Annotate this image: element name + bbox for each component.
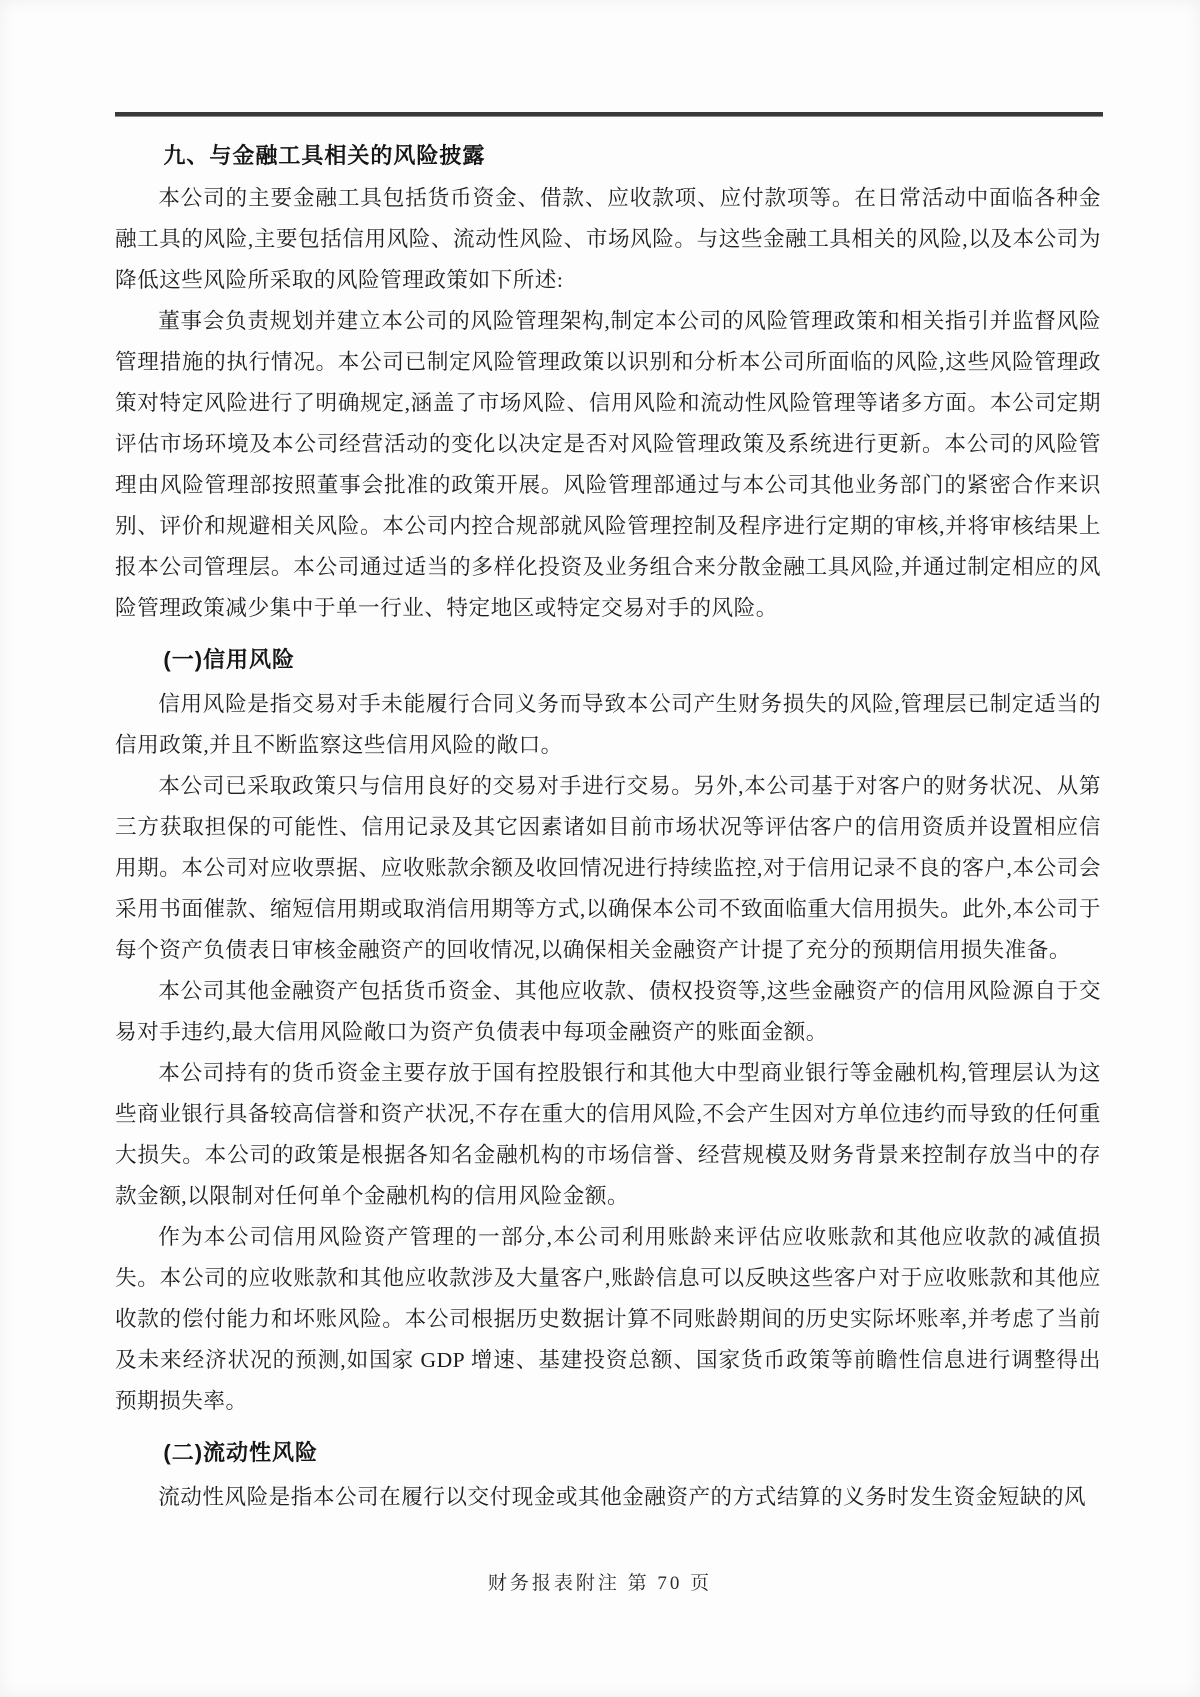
intro-paragraph: 本公司的主要金融工具包括货币资金、借款、应收款项、应付款项等。在日常活动中面临各种金融工具的风险,主要包括信用风险、流动性风险、市场风险。与这些金融工具相关的风险,以及本公司为降低这些风险所采取的风险管理政策如下所述: xyxy=(115,186,1101,292)
subsection-title-credit-risk: (一)信用风险 xyxy=(163,647,296,672)
credit-risk-paragraph: 信用风险是指交易对手未能履行合同义务而导致本公司产生财务损失的风险,管理层已制定适当的信用政策,并且不断监察这些信用风险的敞口。 xyxy=(115,692,1101,757)
header-divider xyxy=(115,112,1103,117)
section-title-financial-instrument-risk: 九、与金融工具相关的风险披露 xyxy=(163,143,486,168)
page-footer-number: 财务报表附注 第 70 页 xyxy=(487,1573,713,1594)
credit-risk-paragraph: 本公司已采取政策只与信用良好的交易对手进行交易。另外,本公司基于对客户的财务状况、从第三方获取担保的可能性、信用记录及其它因素诸如目前市场状况等评估客户的信用资质并设置相应信用期。本公司对应收票据、应收账款余额及收回情况进行持续监控,对于信用记录不良的客户,本公司会采用书面催款、缩短信用期或取消信用期等方式,以确保本公司不致面临重大信用损失。此外,本公司于每个资产负债表日审核金融资产的回收情况,以确保相关金融资产计提了充分的预期信用损失准备。 xyxy=(115,774,1101,962)
document-body xyxy=(115,129,1101,1518)
credit-risk-paragraph: 作为本公司信用风险资产管理的一部分,本公司利用账龄来评估应收账款和其他应收款的减值损失。本公司的应收账款和其他应收款涉及大量客户,账龄信息可以反映这些客户对于应收账款和其他应收款的偿付能力和坏账风险。本公司根据历史数据计算不同账龄期间的历史实际坏账率,并考虑了当前及未来经济状况的预测,如国家 GDP 增速、基建投资总额、国家货币政策等前瞻性信息进行调整得出预期损失率。 xyxy=(115,1225,1101,1413)
intro-paragraph: 董事会负责规划并建立本公司的风险管理架构,制定本公司的风险管理政策和相关指引并监督风险管理措施的执行情况。本公司已制定风险管理政策以识别和分析本公司所面临的风险,这些风险管理政策对特定风险进行了明确规定,涵盖了市场风险、信用风险和流动性风险管理等诸多方面。本公司定期评估市场环境及本公司经营活动的变化以决定是否对风险管理政策及系统进行更新。本公司的风险管理由风险管理部按照董事会批准的政策开展。风险管理部通过与本公司其他业务部门的紧密合作来识别、评价和规避相关风险。本公司内控合规部就风险管理控制及程序进行定期的审核,并将审核结果上报本公司管理层。本公司通过适当的多样化投资及业务组合来分散金融工具风险,并通过制定相应的风险管理政策减少集中于单一行业、特定地区或特定交易对手的风险。 xyxy=(115,309,1101,620)
subsection-title-liquidity-risk: (二)流动性风险 xyxy=(163,1440,319,1465)
credit-risk-paragraph: 本公司其他金融资产包括货币资金、其他应收款、债权投资等,这些金融资产的信用风险源自于交易对手违约,最大信用风险敞口为资产负债表中每项金融资产的账面金额。 xyxy=(115,979,1101,1044)
liquidity-risk-paragraph: 流动性风险是指本公司在履行以交付现金或其他金融资产的方式结算的义务时发生资金短缺的风 xyxy=(158,1485,1087,1509)
credit-risk-paragraph: 本公司持有的货币资金主要存放于国有控股银行和其他大中型商业银行等金融机构,管理层认为这些商业银行具备较高信誉和资产状况,不存在重大的信用风险,不会产生因对方单位违约而导致的任何重大损失。本公司的政策是根据各知名金融机构的市场信誉、经营规模及财务背景来控制存放当中的存款金额,以限制对任何单个金融机构的信用风险金额。 xyxy=(115,1061,1101,1208)
